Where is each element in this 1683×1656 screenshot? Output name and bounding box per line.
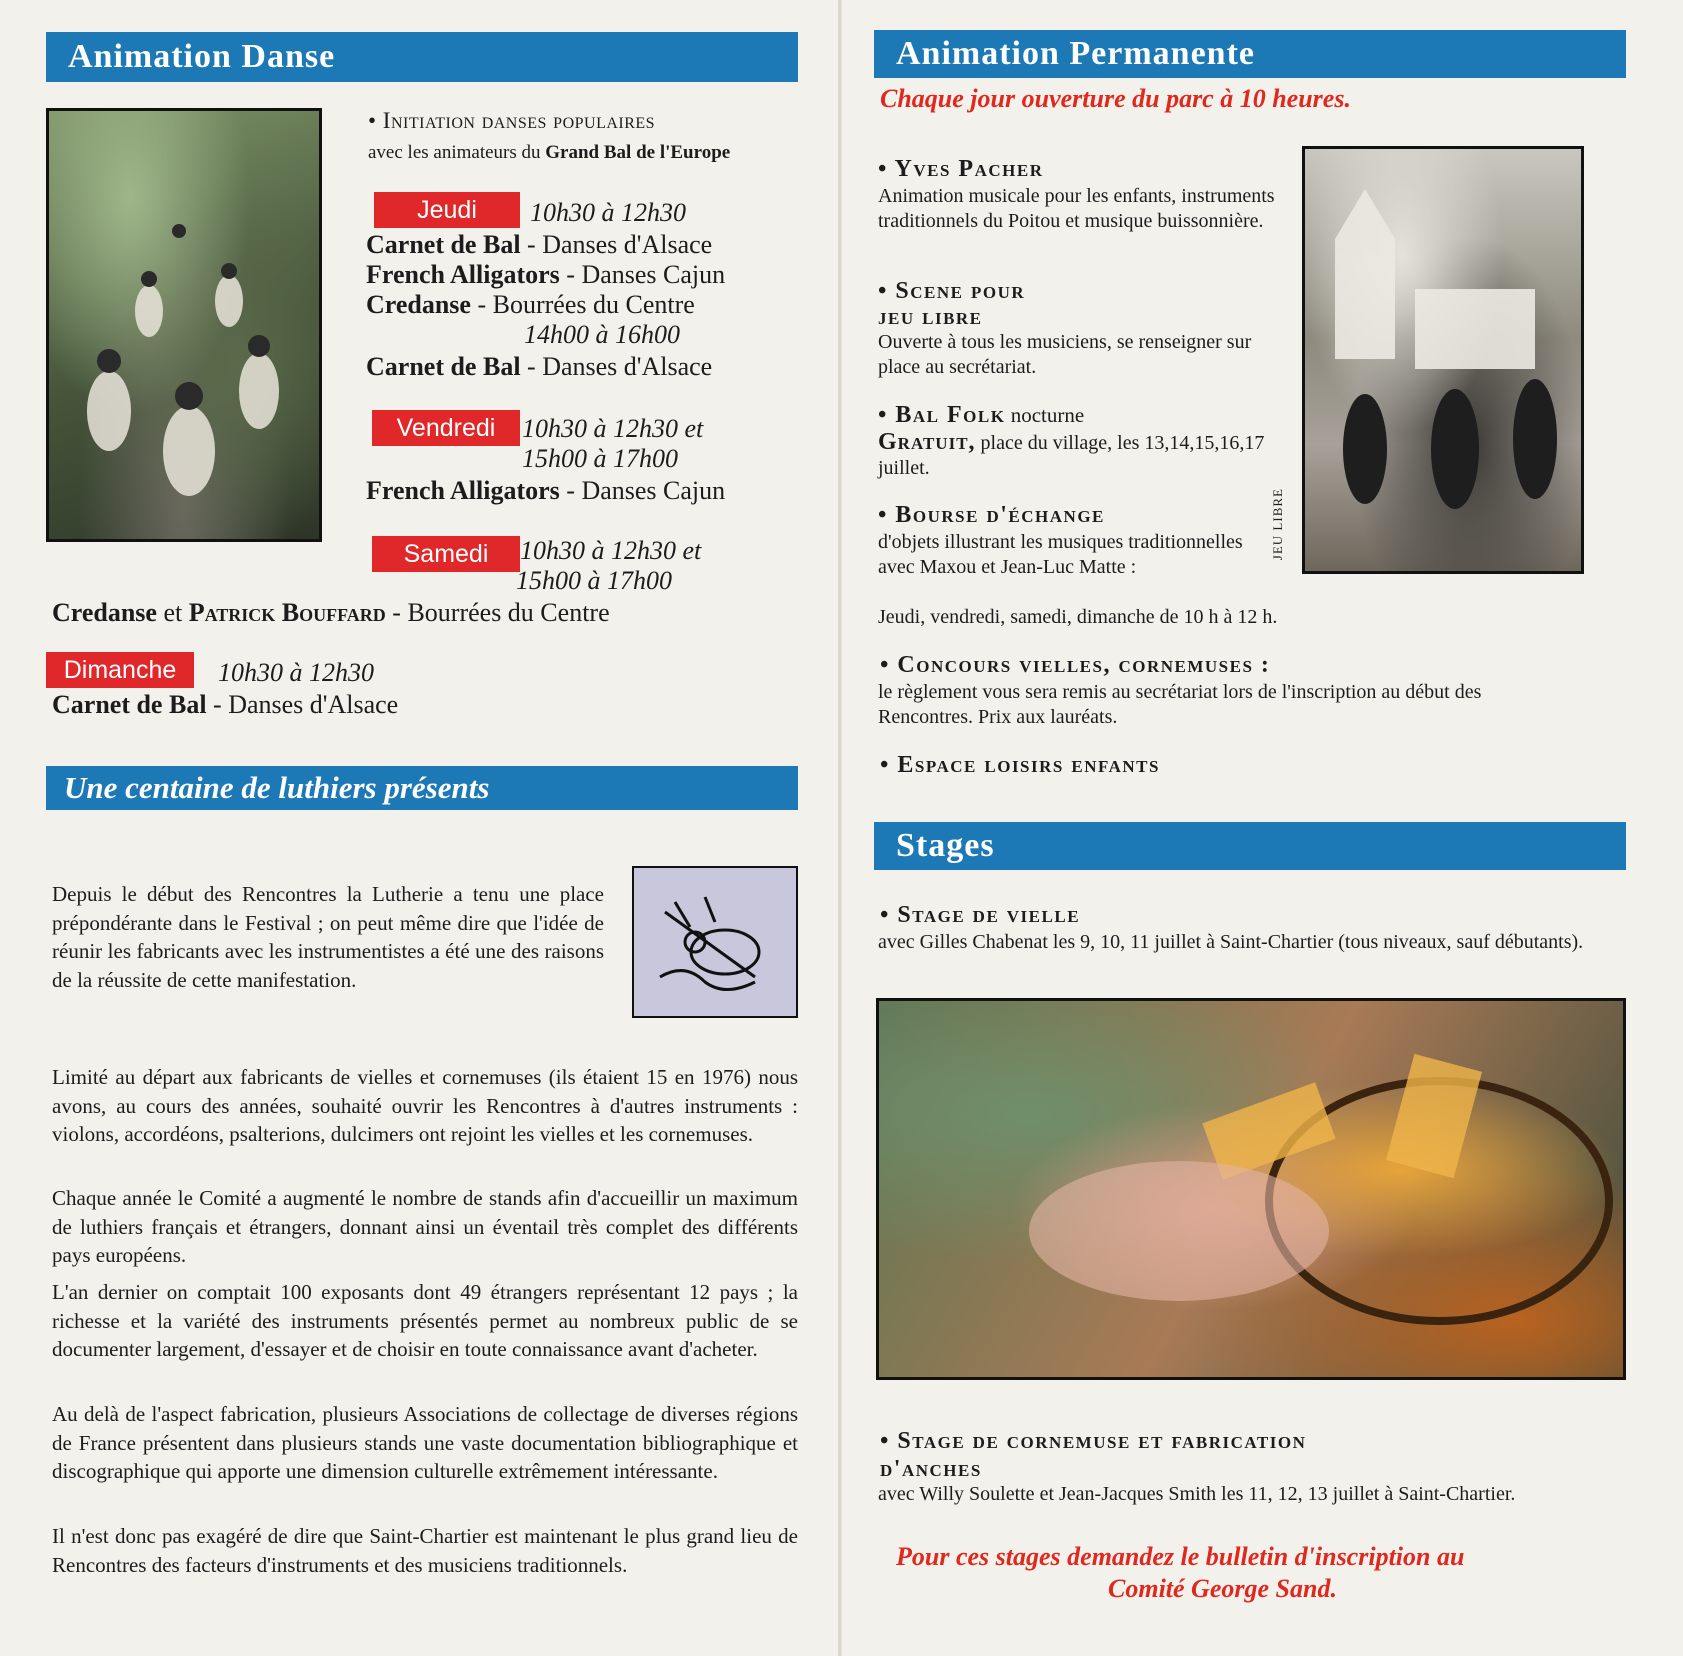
dance-photo [46,108,322,542]
concours-text: le règlement vous sera remis au secrétariat lors de l'inscription au début des Rencontres. Prix aux lauréats. [878,681,1482,728]
vendredi-tag: Vendredi [372,410,520,446]
samedi-line: Credanse et Patrick Bouffard - Bourrées du Centre [52,598,610,627]
vendredi-time-2: 15h00 à 17h00 [522,444,678,473]
espace-loisirs-heading: • Espace loisirs enfants [880,752,1160,778]
jeudi-time-morning: 10h30 à 12h30 [530,198,686,227]
samedi-tag: Samedi [372,536,520,572]
stage-cornemuse-heading-2: d'anches [880,1456,982,1482]
luthiers-paragraph-3: Chaque année le Comité a augmenté le nombre de stands afin d'accueillir un maximum de luthiers français et étrangers, donnant ainsi un éventail très complet des différents pays européens. [52,1186,798,1267]
luthier-illustration [632,866,798,1018]
vielle-photo [876,998,1626,1380]
bourse-echange-text: d'objets illustrant les musiques traditionnelles avec Maxou et Jean-Luc Matte : [878,531,1243,578]
jeu-libre-photo [1302,146,1584,574]
stage-cornemuse-text: avec Willy Soulette et Jean-Jacques Smith les 11, 12, 13 juillet à Saint-Chartier. [878,1483,1516,1505]
dimanche-tag: Dimanche [46,652,194,688]
bal-folk-text: Gratuit, place du village, les 13,14,15,16,17 juillet. [878,429,1265,479]
dimanche-time: 10h30 à 12h30 [218,658,374,687]
jeu-libre-caption: JEU LIBRE [1270,488,1285,561]
jeudi-line-2: French Alligators - Danses Cajun [366,260,726,289]
jeudi-time-afternoon: 14h00 à 16h00 [524,320,680,349]
dimanche-line: Carnet de Bal - Danses d'Alsace [52,690,399,719]
samedi-time-1: 10h30 à 12h30 et [520,536,702,565]
luthiers-paragraph-1: Depuis le début des Rencontres la Lutherie a tenu une place prépondérante dans le Festival ; on peut même dire que l'idée de réunir les fabricants avec les instrumentistes a été une des raisons de la réussite de cette manifestation. [52,882,604,992]
luthiers-header: Une centaine de luthiers présents [46,766,798,810]
initiation-subtitle: avec les animateurs du Grand Bal de l'Europe [368,142,731,163]
stages-header: Stages [874,822,1626,870]
scene-jeu-libre-heading: • Scene pour [878,278,1026,304]
samedi-time-2: 15h00 à 17h00 [516,566,672,595]
instruments-drawing-icon [645,882,785,1002]
dancers-illustration [49,111,319,539]
vendredi-line: French Alligators - Danses Cajun [366,476,726,505]
right-column [874,0,1626,1656]
page-fold [838,0,842,1656]
stages-footer-line-1: Pour ces stages demandez le bulletin d'inscription au [896,1542,1465,1571]
jeudi-line-3: Credanse - Bourrées du Centre [366,290,695,319]
concours-heading: • Concours vielles, cornemuses : [880,652,1271,678]
ouverture-subtitle: Chaque jour ouverture du parc à 10 heures. [880,84,1351,113]
luthiers-paragraph-6: Il n'est donc pas exagéré de dire que Saint-Chartier est maintenant le plus grand lieu de Rencontres des facteurs d'instruments et des musiciens traditionnels. [52,1524,798,1577]
luthiers-paragraph-5: Au delà de l'aspect fabrication, plusieurs Associations de collectage de diverses régions de France présentent dans plusieurs stands une vaste documentation bibliographique et discographique qui apporte une dimension culturelle extrêmement intéressante. [52,1402,798,1483]
stages-footer-line-2: Comité George Sand. [1108,1574,1337,1603]
stage-vielle-text: avec Gilles Chabenat les 9, 10, 11 juillet à Saint-Chartier (tous niveaux, sauf débutants). [878,931,1584,953]
bourse-echange-schedule: Jeudi, vendredi, samedi, dimanche de 10 h à 12 h. [878,606,1278,628]
vendredi-time-1: 10h30 à 12h30 et [522,414,704,443]
stage-cornemuse-heading: • Stage de cornemuse et fabrication [880,1428,1307,1454]
jeudi-tag: Jeudi [374,192,520,228]
chateau-dancers-illustration [1305,149,1581,571]
animation-danse-header: Animation Danse [46,32,798,82]
scene-jeu-libre-text: Ouverte à tous les musiciens, se renseigner sur place au secrétariat. [878,331,1252,378]
bourse-echange-heading: • Bourse d'échange [878,502,1105,528]
bal-folk-heading: • Bal Folk nocturne [878,402,1085,428]
yves-pacher-heading: • Yves Pacher [878,156,1044,182]
vielle-instrument-illustration [879,1001,1623,1377]
stage-vielle-heading: • Stage de vielle [880,902,1081,928]
luthiers-paragraph-4: L'an dernier on comptait 100 exposants dont 49 étrangers représentant 12 pays ; la richesse et la variété des instruments présentés permet au nombreux public de se documenter largement, d'essayer et de choisir en toute connaissance avant d'acheter. [52,1280,798,1361]
scene-jeu-libre-heading-2: jeu libre [878,304,983,330]
jeudi-line-4: Carnet de Bal - Danses d'Alsace [366,352,713,381]
luthiers-paragraph-2: Limité au départ aux fabricants de vielles et cornemuses (ils étaient 15 en 1976) nous avons, au cours des années, souhaité ouvrir les Rencontres à d'autres instruments : violons, accordéons, psalterions, dulcimers ont rejoint les vielles et les cornemuses. [52,1065,798,1146]
jeudi-line-1: Carnet de Bal - Danses d'Alsace [366,230,713,259]
yves-pacher-text: Animation musicale pour les enfants, instruments traditionnels du Poitou et musique buissonnière. [878,185,1275,232]
left-column [46,0,798,1656]
animation-permanente-header: Animation Permanente [874,30,1626,78]
initiation-heading: • Initiation danses populaires [368,108,656,133]
